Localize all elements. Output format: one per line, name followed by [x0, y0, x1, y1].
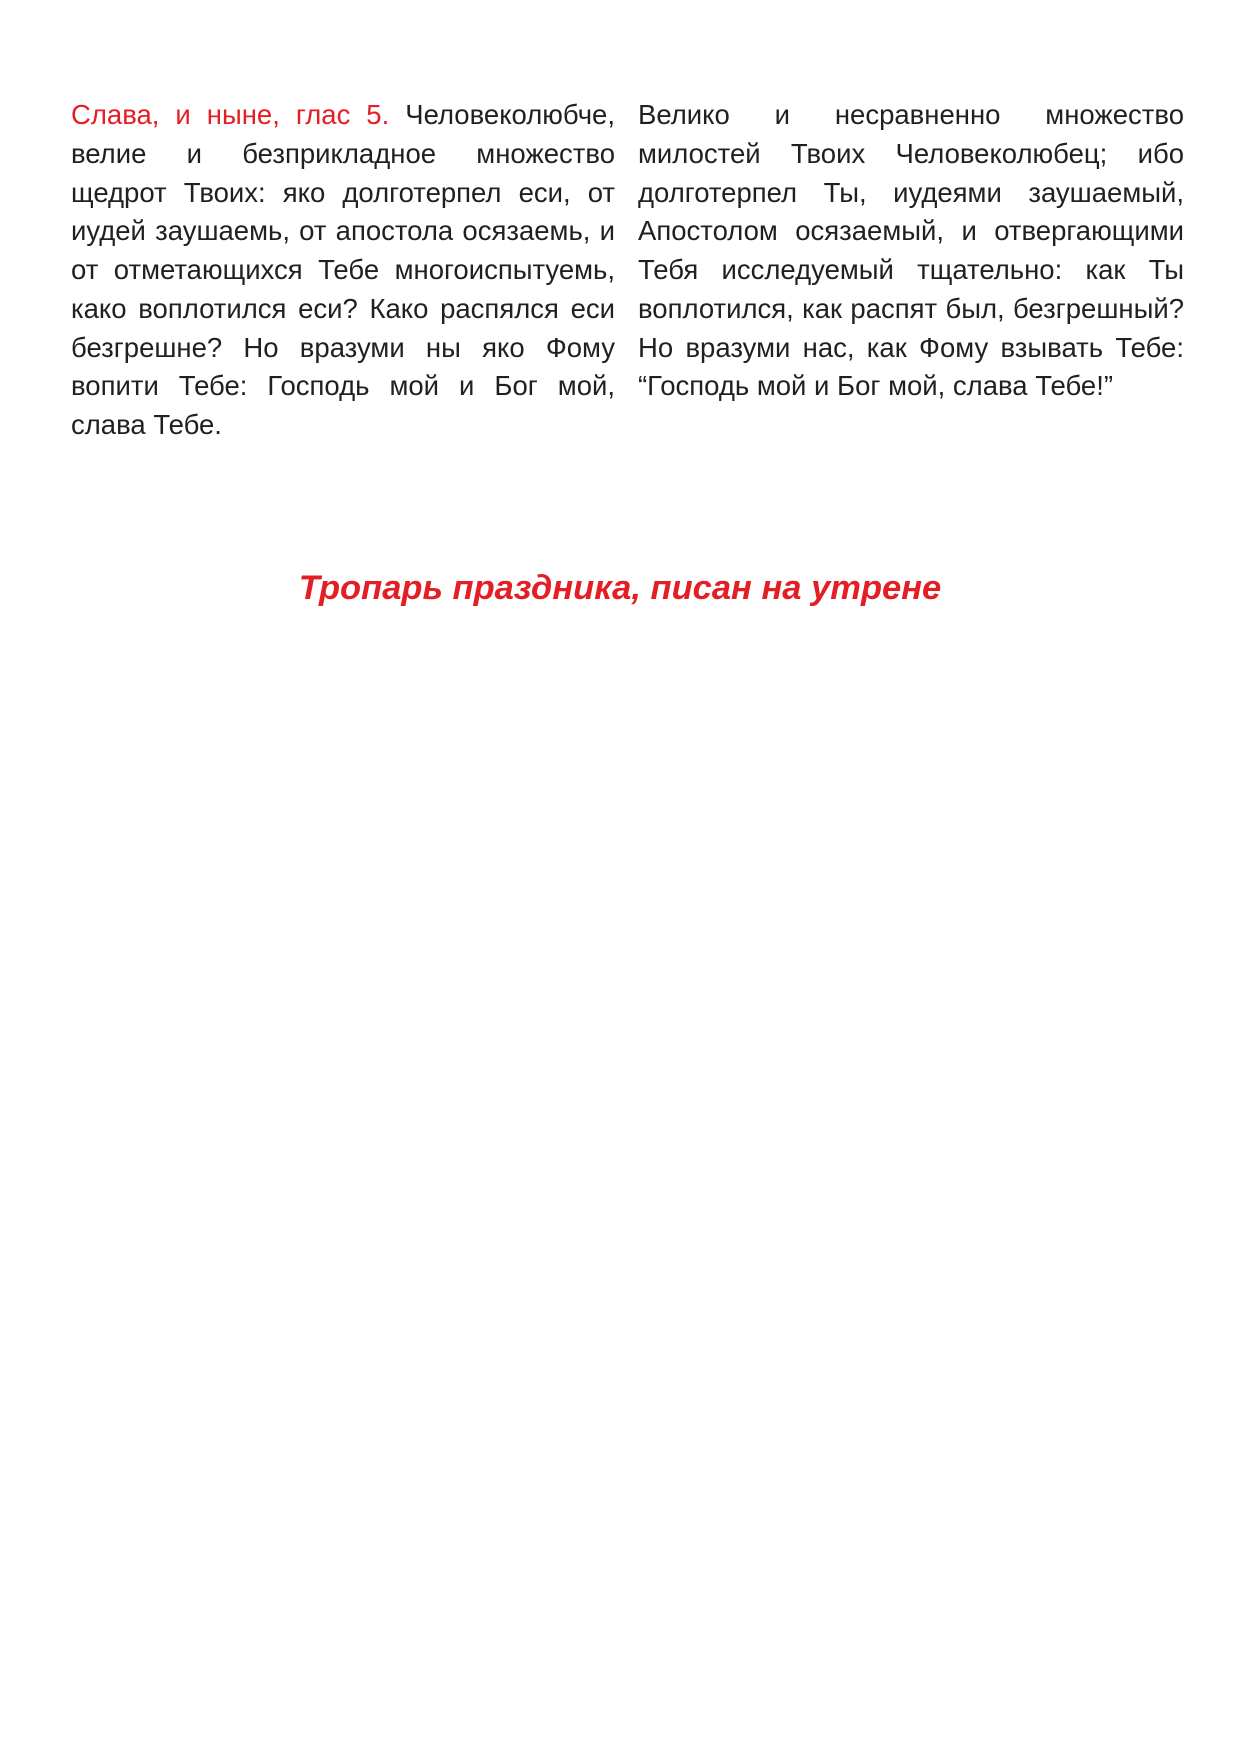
rubric-glory-now-tone-5: Слава, и ныне, глас 5. [71, 99, 390, 130]
section-heading: Тропарь праздника, писан на утрене [298, 569, 942, 607]
left-column-slavonic-text [71, 96, 615, 445]
right-column-body: Велико и несравненно множество милостей Твоих Человеколюбец; ибо долготерпел Ты, иудеями заушаемый, Апостолом осязаемый, и отвергающими Тебя исследуемый тщательно: как Ты воплотился, как распят был, безгрешный? Но вразуми нас, как Фому взывать Тебе: “Господь мой и Бог мой, слава Тебе!” [638, 99, 1184, 402]
left-column-body: Человеколюбче, велие и безприкладное множество щедрот Твоих: яко долготерпел еси, от иудей заушаемь, от апостола осязаемь, и от отметающихся Тебе многоиспытуемь, како воплотился еси? Како распялся еси безгрешне? Но вразуми ны яко Фому вопити Тебе: Господь мой и Бог мой, слава Тебе. [71, 99, 615, 440]
right-column-russian-text [638, 96, 1184, 406]
